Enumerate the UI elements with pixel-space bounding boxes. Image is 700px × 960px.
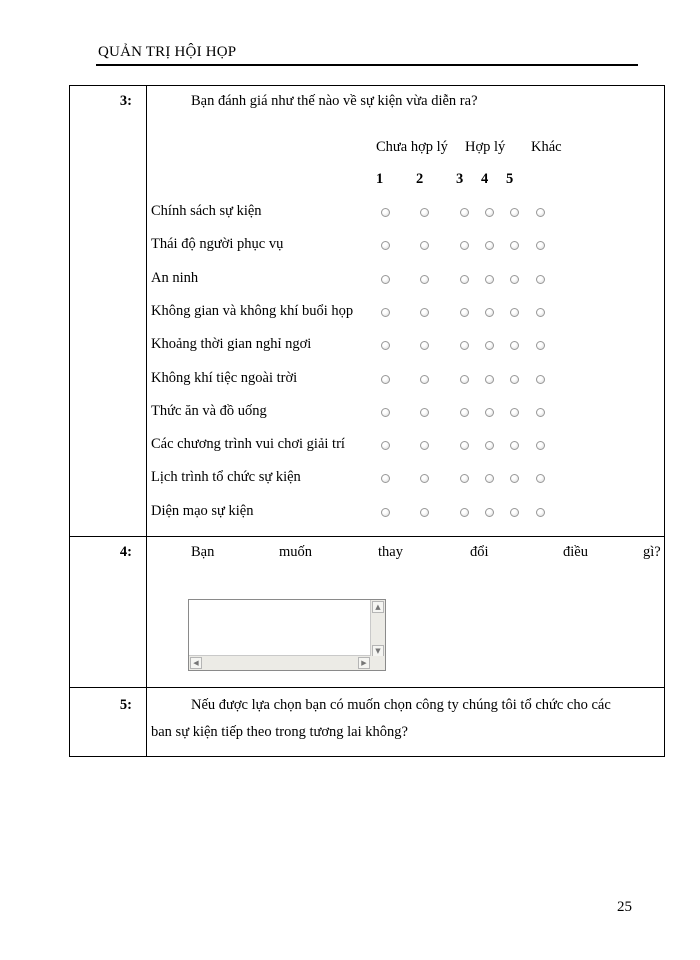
- rating-radio-4[interactable]: [485, 408, 494, 417]
- rating-radio-4[interactable]: [485, 375, 494, 384]
- rating-radio-2[interactable]: [420, 441, 429, 450]
- rating-radio-3[interactable]: [460, 508, 469, 517]
- rating-radio-1[interactable]: [381, 408, 390, 417]
- rating-radio-4[interactable]: [485, 208, 494, 217]
- rating-radio-5[interactable]: [510, 375, 519, 384]
- rating-radio-5[interactable]: [510, 308, 519, 317]
- rating-radio-2[interactable]: [420, 308, 429, 317]
- criterion-label: Lịch trình tổ chức sự kiện: [151, 469, 301, 485]
- scale-label-reasonable: Hợp lý: [465, 139, 506, 155]
- criterion-label: Thái độ người phục vụ: [151, 236, 284, 252]
- rating-radio-4[interactable]: [485, 441, 494, 450]
- header-rule: [96, 64, 638, 66]
- rating-radio-6[interactable]: [536, 208, 545, 217]
- rating-radio-4[interactable]: [485, 275, 494, 284]
- rating-radio-6[interactable]: [536, 508, 545, 517]
- scroll-right-icon[interactable]: ▶: [358, 657, 370, 669]
- rating-radio-2[interactable]: [420, 341, 429, 350]
- rating-radio-2[interactable]: [420, 508, 429, 517]
- question-row-5: [70, 688, 665, 757]
- rating-radio-3[interactable]: [460, 441, 469, 450]
- question-number-cell: [70, 537, 147, 688]
- rating-radio-1[interactable]: [381, 275, 390, 284]
- rating-radio-6[interactable]: [536, 341, 545, 350]
- scroll-left-icon[interactable]: ◀: [190, 657, 202, 669]
- criterion-label: Không gian và không khí buổi họp: [151, 303, 354, 319]
- scrollbar-corner: [371, 656, 385, 670]
- question-row-3: [70, 86, 665, 537]
- horizontal-scrollbar[interactable]: [189, 655, 371, 670]
- rating-radio-2[interactable]: [420, 408, 429, 417]
- rating-radio-6[interactable]: [536, 441, 545, 450]
- criterion-label: Không khí tiệc ngoài trời: [151, 370, 298, 386]
- rating-radio-4[interactable]: [485, 508, 494, 517]
- question-word: thay: [378, 544, 403, 560]
- question-number: 3:: [119, 93, 132, 109]
- rating-radio-5[interactable]: [510, 474, 519, 483]
- scale-number-4: 4: [481, 171, 489, 187]
- scale-number-5: 5: [506, 171, 514, 187]
- rating-radio-3[interactable]: [460, 208, 469, 217]
- question-word: muốn: [279, 544, 313, 560]
- rating-radio-3[interactable]: [460, 308, 469, 317]
- criterion-label: An ninh: [151, 270, 199, 286]
- question-text: Bạn đánh giá như thế nào về sự kiện vừa diễn ra?: [191, 93, 478, 109]
- criterion-label: Diện mạo sự kiện: [151, 503, 254, 519]
- rating-radio-3[interactable]: [460, 241, 469, 250]
- question-word: Bạn: [191, 544, 215, 560]
- page-header: QUẢN TRỊ HỘI HỌP: [98, 44, 237, 60]
- rating-radio-4[interactable]: [485, 241, 494, 250]
- rating-radio-5[interactable]: [510, 408, 519, 417]
- rating-radio-1[interactable]: [381, 208, 390, 217]
- rating-radio-3[interactable]: [460, 408, 469, 417]
- scale-number-1: 1: [376, 171, 384, 187]
- scale-label-other: Khác: [531, 139, 562, 155]
- question-number-cell: [70, 86, 147, 537]
- page-number: 25: [617, 899, 632, 915]
- rating-radio-2[interactable]: [420, 375, 429, 384]
- rating-radio-3[interactable]: [460, 474, 469, 483]
- rating-radio-2[interactable]: [420, 275, 429, 284]
- question-text-line-1: Nếu được lựa chọn bạn có muốn chọn công ty chúng tôi tổ chức cho các: [191, 697, 611, 713]
- question-word: đổi: [470, 544, 489, 560]
- rating-radio-6[interactable]: [536, 408, 545, 417]
- rating-radio-5[interactable]: [510, 208, 519, 217]
- rating-radio-1[interactable]: [381, 508, 390, 517]
- scroll-down-icon[interactable]: ▼: [372, 645, 384, 657]
- rating-radio-1[interactable]: [381, 241, 390, 250]
- scale-number-2: 2: [416, 171, 424, 187]
- rating-radio-6[interactable]: [536, 241, 545, 250]
- rating-radio-6[interactable]: [536, 275, 545, 284]
- scale-label-not-reasonable: Chưa hợp lý: [376, 139, 448, 155]
- rating-radio-3[interactable]: [460, 375, 469, 384]
- rating-radio-5[interactable]: [510, 441, 519, 450]
- criterion-label: Thức ăn và đồ uống: [151, 403, 267, 419]
- question-number: 4:: [119, 544, 132, 560]
- rating-radio-1[interactable]: [381, 308, 390, 317]
- rating-radio-4[interactable]: [485, 474, 494, 483]
- question-word: điều: [563, 544, 588, 560]
- rating-radio-5[interactable]: [510, 508, 519, 517]
- question-content-cell: [147, 688, 665, 757]
- rating-radio-2[interactable]: [420, 208, 429, 217]
- criterion-label: Các chương trình vui chơi giải trí: [151, 436, 345, 452]
- rating-radio-5[interactable]: [510, 241, 519, 250]
- rating-radio-4[interactable]: [485, 341, 494, 350]
- rating-radio-1[interactable]: [381, 474, 390, 483]
- scroll-up-icon[interactable]: ▲: [372, 601, 384, 613]
- question-number: 5:: [119, 697, 132, 713]
- rating-radio-3[interactable]: [460, 341, 469, 350]
- rating-radio-6[interactable]: [536, 308, 545, 317]
- rating-radio-6[interactable]: [536, 375, 545, 384]
- answer-textarea[interactable]: [188, 599, 386, 671]
- rating-radio-1[interactable]: [381, 341, 390, 350]
- question-word: gì?: [643, 544, 661, 560]
- rating-radio-1[interactable]: [381, 375, 390, 384]
- question-text-line-2: ban sự kiện tiếp theo trong tương lai không?: [151, 724, 408, 740]
- rating-radio-5[interactable]: [510, 341, 519, 350]
- question-number-cell: [70, 688, 147, 757]
- rating-radio-6[interactable]: [536, 474, 545, 483]
- criterion-label: Chính sách sự kiện: [151, 203, 262, 219]
- rating-radio-1[interactable]: [381, 441, 390, 450]
- question-content-cell: [147, 86, 665, 537]
- criterion-label: Khoảng thời gian nghỉ ngơi: [151, 336, 312, 352]
- rating-radio-2[interactable]: [420, 241, 429, 250]
- rating-radio-2[interactable]: [420, 474, 429, 483]
- scale-number-3: 3: [456, 171, 464, 187]
- vertical-scrollbar[interactable]: [370, 600, 385, 658]
- rating-radio-3[interactable]: [460, 275, 469, 284]
- rating-radio-5[interactable]: [510, 275, 519, 284]
- rating-radio-4[interactable]: [485, 308, 494, 317]
